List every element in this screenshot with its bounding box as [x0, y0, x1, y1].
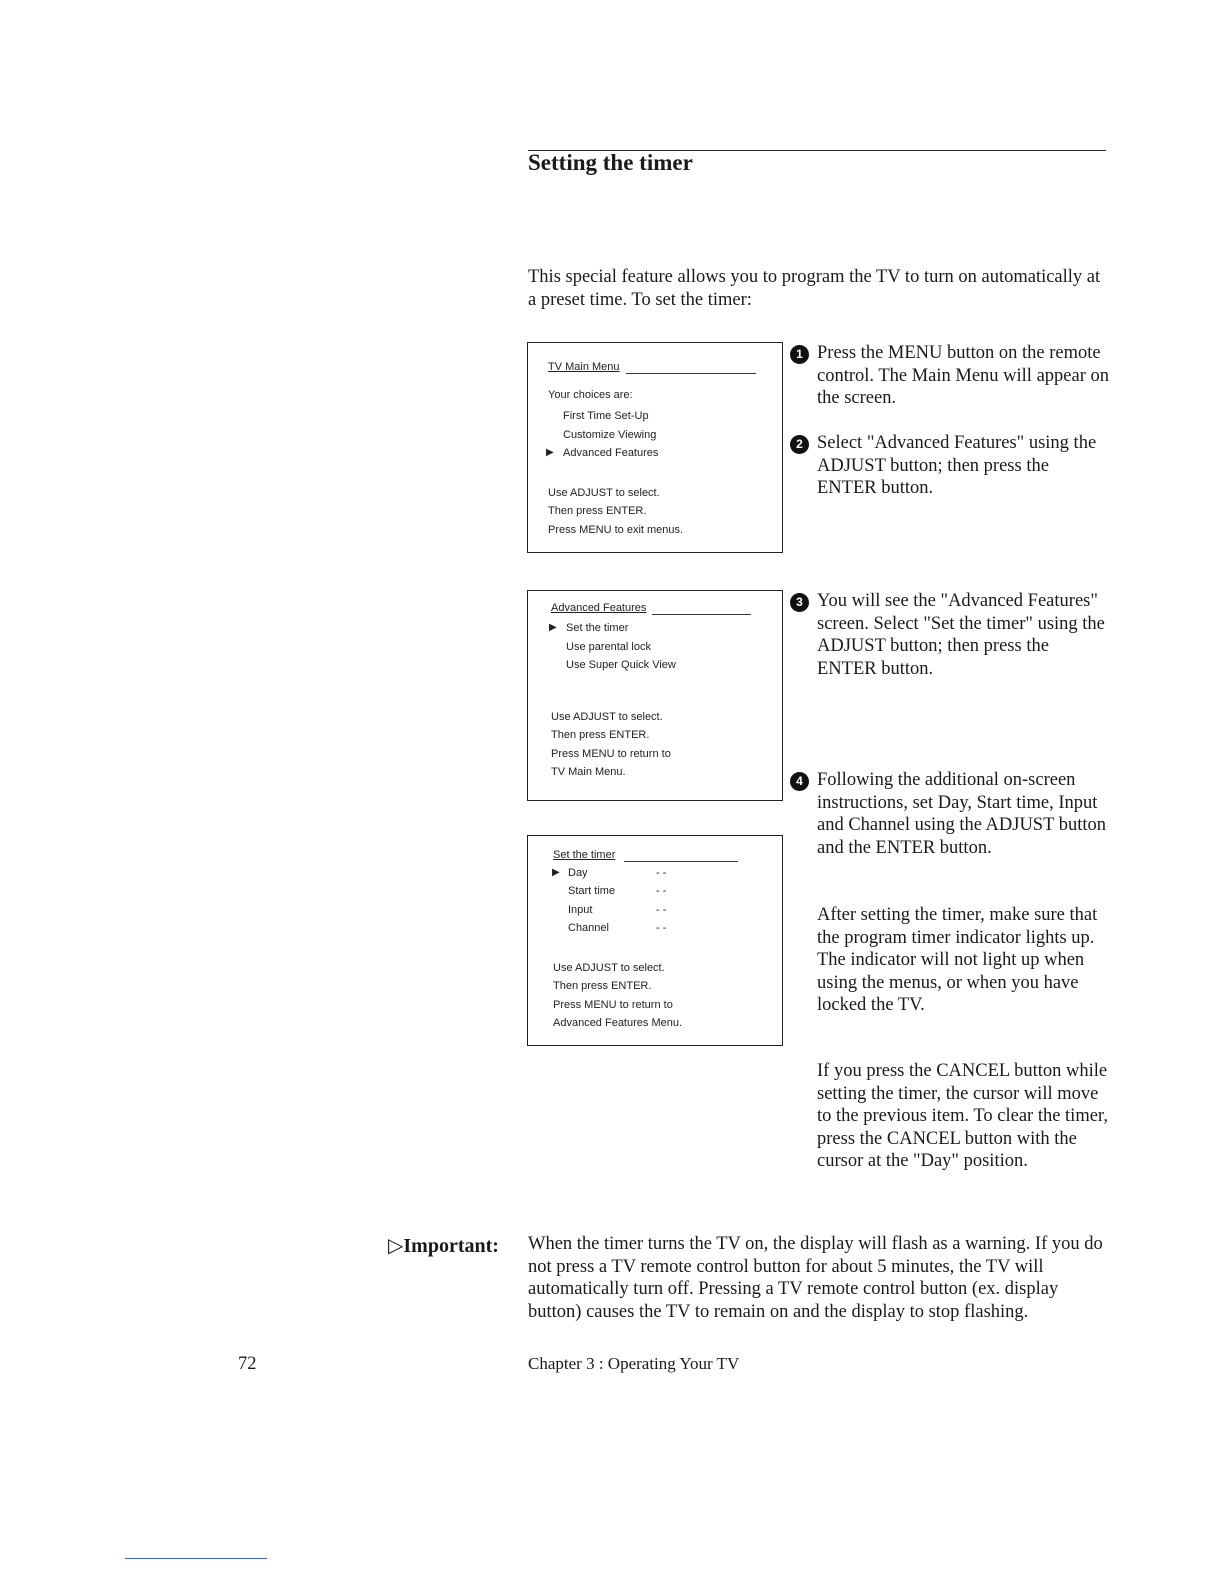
chapter-footer: Chapter 3 : Operating Your TV — [528, 1354, 740, 1373]
triangle-icon: ▷ — [388, 1235, 404, 1257]
timer-field-label: Channel — [568, 922, 609, 934]
timer-menu-instruction: Use ADJUST to select. — [553, 962, 665, 974]
advanced-menu-item: Use parental lock — [566, 641, 651, 653]
advanced-menu-item-selected: Set the timer — [566, 622, 629, 634]
advanced-menu-item: Use Super Quick View — [566, 659, 676, 671]
page-number: 72 — [238, 1354, 257, 1374]
timer-menu-instruction: Then press ENTER. — [553, 980, 652, 992]
main-menu-item-selected: Advanced Features — [563, 447, 659, 459]
main-menu-header-line — [626, 373, 756, 374]
important-label-text: Important: — [403, 1235, 499, 1257]
timer-field-value: - - — [656, 867, 667, 879]
main-menu-screen — [527, 342, 783, 553]
timer-field-label: Start time — [568, 885, 616, 897]
bottom-rule — [125, 1558, 267, 1559]
step-text: Select "Advanced Features" using the ADJUST button; then press the ENTER button. — [817, 433, 1097, 498]
timer-menu-instruction: Press MENU to return to — [553, 999, 673, 1011]
selection-arrow-icon: ▶ — [546, 447, 554, 458]
step-number-icon: 4 — [790, 772, 809, 791]
main-menu-instruction: Then press ENTER. — [548, 505, 647, 517]
advanced-menu-instruction: TV Main Menu. — [551, 766, 626, 778]
timer-field-label: Input — [568, 904, 593, 916]
important-text: When the timer turns the TV on, the display will flash as a warning. If you do not press a TV remote control button for about 5 minutes, the TV will automatically turn off. Pressing a TV remote control button (ex. display button) causes the TV to remain on and the display to stop flashing. — [528, 1234, 1103, 1322]
cancel-button-note: If you press the CANCEL button while setting the timer, the cursor will move to the previous item. To clear the timer, press the CANCEL button with the cursor at the "Day" position. — [817, 1061, 1108, 1171]
advanced-menu-header: Advanced Features — [551, 602, 647, 614]
main-menu-item: First Time Set-Up — [563, 410, 649, 422]
timer-menu-instruction: Advanced Features Menu. — [553, 1017, 683, 1029]
advanced-menu-instruction: Then press ENTER. — [551, 729, 650, 741]
main-menu-instruction: Press MENU to exit menus. — [548, 524, 684, 536]
step-number-icon: 3 — [790, 593, 809, 612]
timer-menu-header: Set the timer — [553, 849, 616, 861]
timer-field-value: - - — [656, 904, 667, 916]
advanced-menu-instruction: Use ADJUST to select. — [551, 711, 663, 723]
set-timer-screen — [527, 835, 783, 1046]
step-text: Following the additional on-screen instructions, set Day, Start time, Input and Channel using the ADJUST button and the ENTER button. — [817, 770, 1106, 858]
timer-menu-header-line — [624, 861, 738, 862]
advanced-menu-header-line — [652, 614, 751, 615]
step-number-icon: 2 — [790, 435, 809, 454]
advanced-menu-instruction: Press MENU to return to — [551, 748, 671, 760]
intro-paragraph: This special feature allows you to program the TV to turn on automatically at a preset time. To set the timer: — [528, 267, 1101, 310]
main-menu-subheader: Your choices are: — [548, 389, 633, 401]
advanced-features-screen — [527, 590, 783, 801]
selection-arrow-icon: ▶ — [549, 622, 557, 633]
main-menu-item: Customize Viewing — [563, 429, 657, 441]
timer-field-value: - - — [656, 885, 667, 897]
selection-arrow-icon: ▶ — [552, 867, 560, 878]
main-menu-instruction: Use ADJUST to select. — [548, 487, 660, 499]
step-number-icon: 1 — [790, 345, 809, 364]
timer-indicator-note: After setting the timer, make sure that the program timer indicator lights up. The indicator will not light up when using the menus, or when you have locked the TV. — [817, 905, 1098, 1015]
step-text: Press the MENU button on the remote control. The Main Menu will appear on the screen. — [817, 343, 1109, 408]
timer-field-label-selected: Day — [568, 867, 588, 879]
main-menu-header: TV Main Menu — [548, 361, 620, 373]
timer-field-value: - - — [656, 922, 667, 934]
step-text: You will see the "Advanced Features" screen. Select "Set the timer" using the ADJUST button; then press the ENTER button. — [817, 591, 1105, 679]
important-label — [388, 1233, 499, 1258]
page-title: Setting the timer — [528, 150, 693, 175]
